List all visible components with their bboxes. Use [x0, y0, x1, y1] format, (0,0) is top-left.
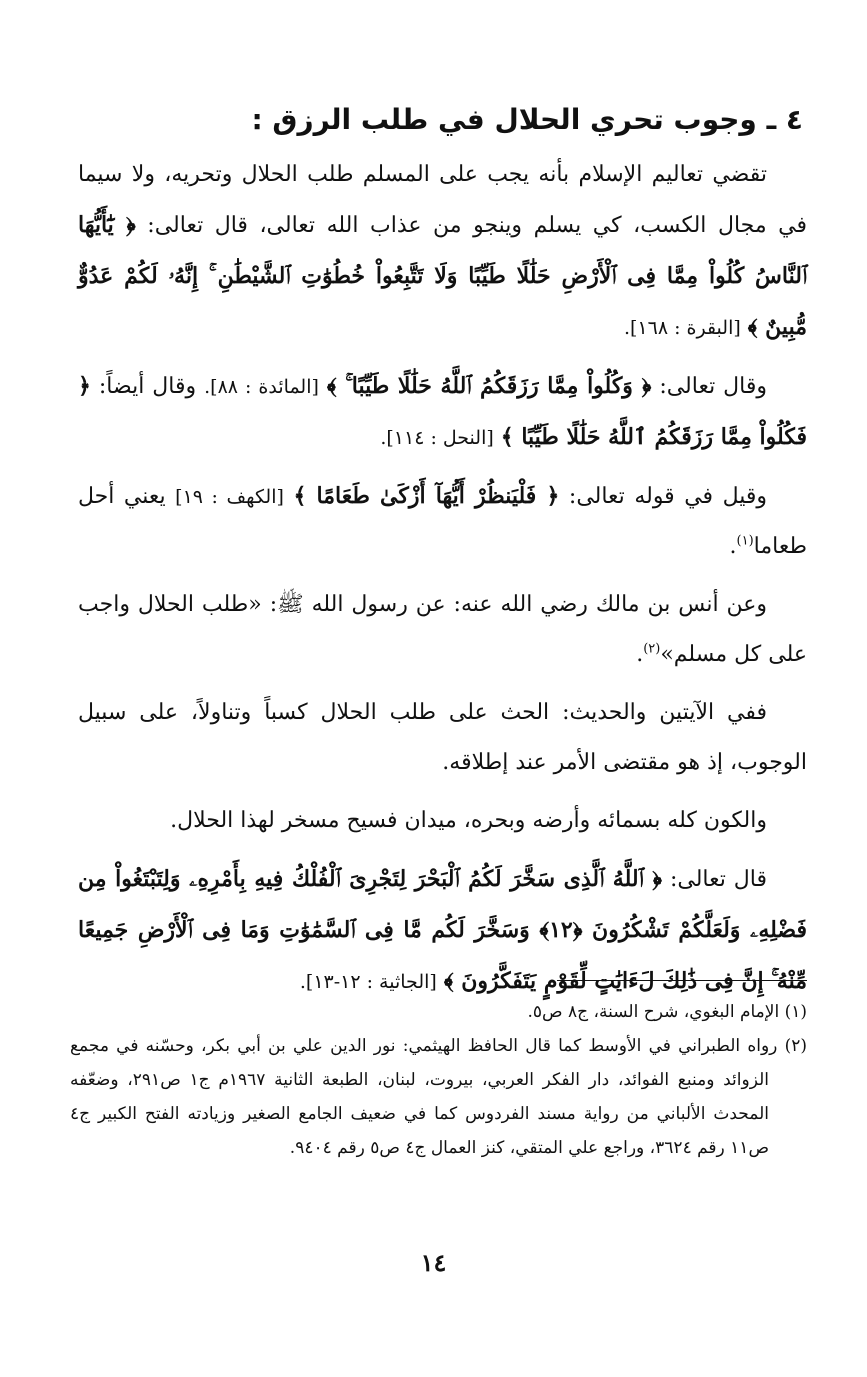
paragraph-3-tail: يعني أحل طعاما — [78, 484, 807, 559]
paragraph-4-end: . — [636, 642, 644, 667]
quran-verse-kahf: ﴿ فَلْيَنظُرْ أَيُّهَآ أَزْكَىٰ طَعَامًا ﴾ — [293, 483, 560, 509]
paragraph-2 — [78, 361, 807, 463]
quran-verse-jathiya: ﴿ ٱللَّهُ ٱلَّذِى سَخَّرَ لَكُمُ ٱلْبَحْرَ لِتَجْرِىَ ٱلْفُلْكُ فِيهِ بِأَمْرِهِۦ وَلِتَبْتَغُواْ مِن فَضْلِهِۦ وَلَعَلَّكُمْ تَشْكُرُونَ ﴿١٢﴾ وَسَخَّرَ لَكُم مَّا فِى ٱلسَّمَٰوَٰتِ وَمَا فِى ٱلْأَرْضِ جَمِيعًا مِّنْهُ ۚ إِنَّ فِى ذَٰلِكَ لَءَايَٰتٍ لِّقَوْمٍ يَتَفَكَّرُونَ ﴾ — [78, 866, 807, 994]
verse-reference: [المائدة : ٨٨]. — [204, 376, 319, 398]
paragraph-4 — [78, 580, 807, 680]
section-heading: ٤ ـ وجوب تحري الحلال في طلب الرزق : — [251, 103, 803, 136]
paragraph-3-intro: وقيل في قوله تعالى: — [568, 484, 768, 509]
quran-verse-nahl: ﴿ فَكُلُواْ مِمَّا رَزَقَكُمُ ٱللَّهُ حَلَٰلًا طَيِّبًا ﴾ — [78, 373, 807, 450]
paragraph-3-end: . — [729, 534, 737, 559]
paragraph-5: ففي الآيتين والحديث: الحث على طلب الحلال كسباً وتناولاً، على سبيل الوجوب، إذ هو مقتضى الأمر عند إطلاقه. — [78, 700, 807, 775]
paragraph-1-text: تقضي تعاليم الإسلام بأنه يجب على المسلم طلب الحلال وتحريه، ولا سيما في مجال الكسب، كي يسلم وينجو من عذاب الله تعالى، قال تعالى: — [78, 162, 808, 238]
footnote-2: (٢) رواه الطبراني في الأوسط كما قال الحافظ الهيثمي: نور الدين علي بن أبي بكر، وحسّنه في مجمع الزوائد ومنبع الفوائد، دار الفكر العربي، بيروت، لبنان، الطبعة الثانية ١٩٦٧م ج١ ص٢٩١، وضعّفه المحدث الألباني من رواية مسند الفردوس كما في ضعيف الجامع الصغير وزيادته الفتح الكبير ج٤ ص١١ رقم ٣٦٢٤، وراجع علي المتقي، كنز العمال ج٤ ص٥ رقم ٩٤٠٤. — [70, 1036, 807, 1158]
verse-reference: [البقرة : ١٦٨]. — [623, 317, 741, 339]
page-number: ١٤ — [420, 1248, 447, 1277]
quran-verse-maidah: ﴿ وَكُلُواْ مِمَّا رَزَقَكُمُ ٱللَّهُ حَلَٰلًا طَيِّبًا ۚ ﴾ — [326, 373, 652, 399]
paragraph-7-intro: قال تعالى: — [669, 867, 768, 892]
verse-reference: [الجاثية : ١٢-١٣]. — [299, 971, 437, 993]
footnote-marker[interactable]: (٢) — [643, 641, 661, 657]
footnote-1: (١) الإمام البغوي، شرح السنة، ج٨ ص٥. — [527, 1002, 807, 1022]
paragraph-2-intro: وقال تعالى: — [659, 374, 768, 399]
paragraph-6: والكون كله بسمائه وأرضه وبحره، ميدان فسيح مسخر لهذا الحلال. — [170, 808, 767, 833]
paragraph-1 — [78, 150, 807, 353]
footnotes — [70, 995, 807, 1165]
verse-reference: [الكهف : ١٩] — [175, 486, 284, 508]
footnote-marker[interactable]: (١) — [736, 533, 754, 549]
footnote-divider — [557, 980, 807, 981]
quran-verse-baqarah: ﴿ يَٰٓأَيُّهَا ٱلنَّاسُ كُلُواْ مِمَّا فِى ٱلْأَرْضِ حَلَٰلًا طَيِّبًا وَلَا تَتَّبِعُواْ خُطُوَٰتِ ٱلشَّيْطَٰنِ ۚ إِنَّهُۥ لَكُمْ عَدُوٌّ مُّبِينٌ ﴾ — [78, 212, 807, 340]
paragraph-3 — [78, 471, 807, 572]
verse-reference: [النحل : ١١٤]. — [380, 427, 494, 449]
hadith-text: وعن أنس بن مالك رضي الله عنه: عن رسول الله ﷺ: «طلب الحلال واجب على كل مسلم» — [78, 592, 807, 667]
paragraph-2-mid: وقال أيضاً: — [98, 374, 197, 399]
paragraph-7 — [78, 854, 807, 1007]
